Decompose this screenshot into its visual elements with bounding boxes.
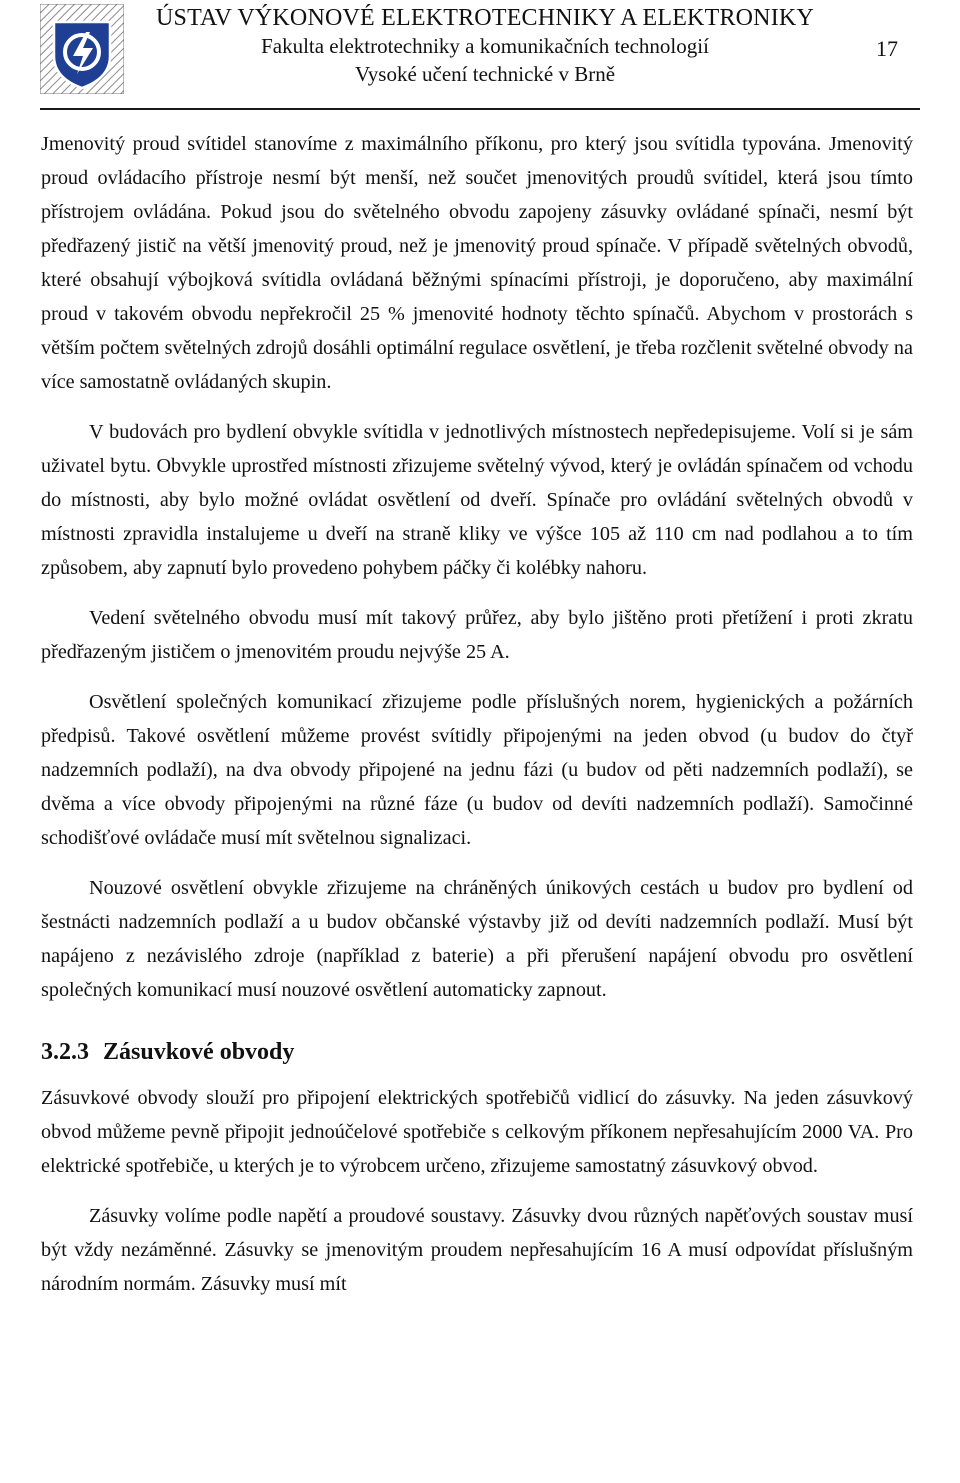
university-name: Vysoké učení technické v Brně [354,62,616,86]
page-header [0,0,960,112]
header-divider [40,108,920,110]
section-number: 3.2.3 [41,1039,89,1065]
paragraph-light-current: Jmenovitý proud svítidel stanovíme z maximálního příkonu, pro který jsou svítidla typována. Jmenovitý proud ovládacího přístroje nesmí být menší, než součet jmenovitých proudů svítidel, která jsou tímto přístrojem ovládána. Pokud jsou do světelného obvodu zapojeny zásuvky ovládané spínači, nesmí být předřazený jistič na větší jmenovitý proud, než je jmenovitý proud spínače. V případě světelných obvodů, které obsahují výbojková svítidla ovládaná běžnými spínacími přístroji, je doporučeno, aby maximální proud v takovém obvodu nepřekročil 25 % jmenovité hodnoty těchto spínačů. Abychom v prostorách s větším počtem světelných zdrojů dosáhli optimální regulace osvětlení, je třeba rozčlenit světelné obvody na více samostatně ovládaných skupin. [41,133,913,393]
page-number: 17 [876,36,898,61]
paragraph-socket-selection: Zásuvky volíme podle napětí a proudové soustavy. Zásuvky dvou různých napěťových soustav musí být vždy nezáměnné. Zásuvky se jmenovitým proudem nepřesahujícím 16 A musí odpovídat příslušným národním normám. Zásuvky musí mít [41,1205,913,1295]
university-logo-icon [40,4,124,94]
paragraph-socket-circuits: Zásuvkové obvody slouží pro připojení elektrických spotřebičů vidlicí do zásuvky. Na jeden zásuvkový obvod můžeme pevně připojit jednoúčelové spotřebiče s celkovým příkonem nepřesahujícím 2000 VA. Pro elektrické spotřebiče, u kterých je to výrobcem určeno, zřizujeme samostatný zásuvkový obvod. [41,1087,913,1177]
institute-name: ÚSTAV VÝKONOVÉ ELEKTROTECHNIKY A ELEKTRONIKY [156,5,814,31]
paragraph-common-areas: Osvětlení společných komunikací zřizujeme podle příslušných norem, hygienických a požárních předpisů. Takové osvětlení můžeme provést svítidly připojenými na jeden obvod (u budov do čtyř nadzemních podlaží), na dva obvody připojené na jednu fázi (u budov od pěti nadzemních podlaží), se dvěma a více obvody připojenými na různé fáze (u budov od devíti nadzemních podlaží). Samočinné schodišťové ovládače musí mít světelnou signalizaci. [41,691,913,849]
section-title: Zásuvkové obvody [103,1039,295,1065]
section-heading [41,1037,913,1067]
paragraph-emergency-lighting: Nouzové osvětlení obvykle zřizujeme na chráněných únikových cestách u budov pro bydlení od šestnácti nadzemních podlaží a u budov občanské výstavby již od devíti nadzemních podlaží. Musí být napájeno z nezávislého zdroje (například z baterie) a při přerušení napájení obvodu pro osvětlení společných komunikací musí nouzové osvětlení automaticky zapnout. [41,877,913,1001]
header-text-block [140,4,830,88]
faculty-name: Fakulta elektrotechniky a komunikačních technologií [261,34,709,58]
document-body [41,127,913,1301]
paragraph-residential-buildings: V budovách pro bydlení obvykle svítidla v jednotlivých místnostech nepředepisujeme. Volí si je sám uživatel bytu. Obvykle uprostřed místnosti zřizujeme světelný vývod, který je ovládán spínačem od vchodu do místnosti, aby bylo možné ovládat osvětlení od dveří. Spínače pro ovládání světelných obvodů v místnosti zpravidla instalujeme u dveří na straně kliky ve výšce 105 až 110 cm nad podlahou a to tím způsobem, aby zapnutí bylo provedeno pohybem páčky či kolébky nahoru. [41,421,913,579]
paragraph-circuit-wiring: Vedení světelného obvodu musí mít takový průřez, aby bylo jištěno proti přetížení i proti zkratu předřazeným jističem o jmenovitém proudu nejvýše 25 A. [41,607,913,663]
